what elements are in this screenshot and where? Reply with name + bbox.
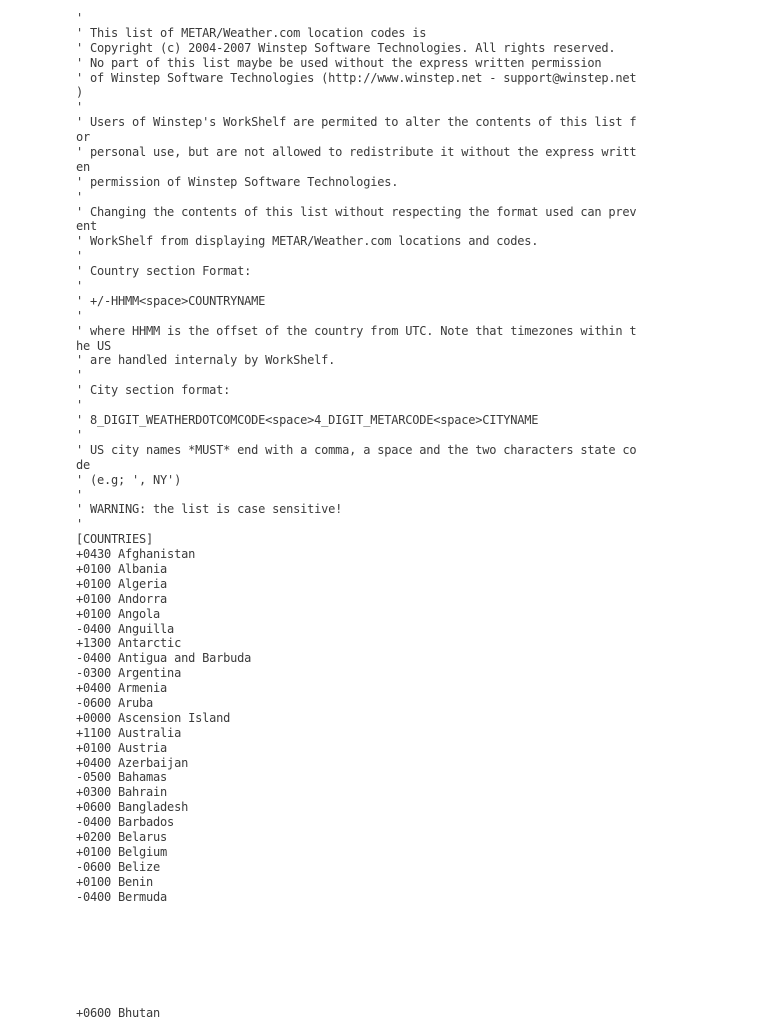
text-line: +0430 Afghanistan	[76, 547, 196, 562]
text-line: ' This list of METAR/Weather.com location codes is	[76, 25, 427, 40]
text-line: '	[76, 189, 84, 204]
text-line: -0400 Antigua and Barbuda	[76, 651, 252, 666]
document-last-line: +0600 Bhutan	[76, 1006, 161, 1020]
text-line: de	[76, 457, 91, 472]
text-line: ' +/-HHMM<space>COUNTRYNAME	[76, 293, 266, 308]
text-line: -0600 Aruba	[76, 695, 154, 710]
text-line: '	[76, 11, 84, 25]
text-line: )	[76, 85, 84, 100]
text-line: -0400 Bermuda	[76, 889, 168, 904]
text-line: or	[76, 130, 91, 145]
text-line: '	[76, 279, 84, 294]
text-line: +0600 Bangladesh	[76, 800, 189, 815]
text-line: '	[76, 398, 84, 413]
text-line: '	[76, 487, 84, 502]
text-line: ' of Winstep Software Technologies (http://www.winstep.net - support@winstep.net	[76, 70, 637, 85]
text-line: +0400 Armenia	[76, 681, 168, 696]
document-text	[76, 11, 636, 904]
text-line: he US	[76, 338, 112, 353]
text-line: +1100 Australia	[76, 725, 182, 740]
text-line: ' WorkShelf from displaying METAR/Weather.com locations and codes.	[76, 234, 539, 249]
text-line: ' personal use, but are not allowed to redistribute it without the express writt	[76, 145, 637, 160]
text-line: '	[76, 427, 84, 442]
text-line: ' Copyright (c) 2004-2007 Winstep Software Technologies. All rights reserved.	[76, 40, 616, 55]
text-line: '	[76, 249, 84, 264]
text-line: ' permission of Winstep Software Technologies.	[76, 174, 399, 189]
text-line: +0100 Algeria	[76, 576, 168, 591]
text-line: +0100 Belgium	[76, 844, 168, 859]
text-line: -0300 Argentina	[76, 666, 182, 681]
text-line: '	[76, 308, 84, 323]
text-line: +1300 Antarctic	[76, 636, 182, 651]
text-line: +0000 Ascension Island	[76, 710, 231, 725]
text-line: +0100 Benin	[76, 874, 154, 889]
text-line: ent	[76, 219, 98, 234]
text-line: ' (e.g; ', NY')	[76, 472, 182, 487]
text-line: ' City section format:	[76, 383, 231, 398]
text-line: ' US city names *MUST* end with a comma, a space and the two characters state co	[76, 442, 637, 457]
text-line: -0400 Anguilla	[76, 621, 175, 636]
text-line: '	[76, 100, 84, 115]
text-line: ' 8_DIGIT_WEATHERDOTCOMCODE<space>4_DIGIT_METARCODE<space>CITYNAME	[76, 413, 539, 428]
text-line: +0200 Belarus	[76, 829, 168, 844]
text-line: '	[76, 368, 84, 383]
text-line: ' Users of Winstep's WorkShelf are permited to alter the contents of this list f	[76, 115, 637, 130]
text-line: +0100 Andorra	[76, 591, 168, 606]
text-line: ' WARNING: the list is case sensitive!	[76, 502, 343, 517]
text-line: +0400 Azerbaijan	[76, 755, 189, 770]
text-line: [COUNTRIES]	[76, 532, 154, 547]
text-line: -0600 Belize	[76, 859, 161, 874]
text-line: ' No part of this list maybe be used without the express written permission	[76, 55, 602, 70]
text-line: +0100 Albania	[76, 561, 168, 576]
text-line: ' Changing the contents of this list without respecting the format used can prev	[76, 204, 637, 219]
text-line: +0300 Bahrain	[76, 785, 168, 800]
text-line: ' Country section Format:	[76, 264, 252, 279]
text-line: +0100 Angola	[76, 606, 161, 621]
text-line: '	[76, 517, 84, 532]
text-line: ' where HHMM is the offset of the country from UTC. Note that timezones within t	[76, 323, 637, 338]
text-line: ' are handled internaly by WorkShelf.	[76, 353, 336, 368]
text-line: +0100 Austria	[76, 740, 168, 755]
text-line: -0400 Barbados	[76, 815, 175, 830]
text-line: -0500 Bahamas	[76, 770, 168, 785]
text-line: en	[76, 159, 91, 174]
